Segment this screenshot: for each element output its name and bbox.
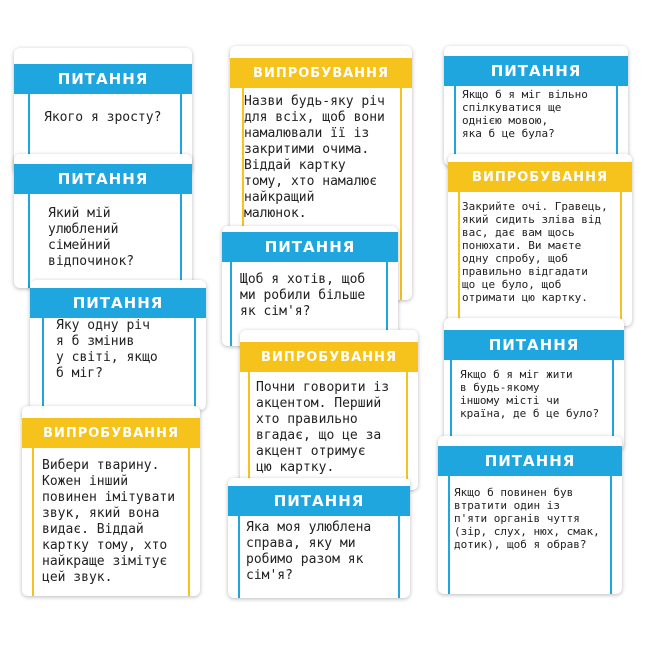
card-side-line (180, 194, 182, 288)
card-header: ПИТАННЯ (222, 232, 398, 262)
card-header: ПИТАННЯ (444, 56, 628, 86)
card-text: Який мій улюблений сімейний відпочинок? (48, 206, 135, 269)
question-card (30, 280, 206, 410)
card-side-line (448, 476, 450, 594)
card-side-line (400, 88, 402, 300)
question-card (444, 46, 628, 166)
question-card (438, 436, 622, 594)
question-card (222, 226, 398, 346)
question-card (228, 478, 410, 598)
card-header: ВИПРОБУВАННЯ (448, 162, 632, 192)
card-side-line (188, 448, 190, 596)
card-header: ПИТАННЯ (228, 486, 410, 516)
card-text: Назви будь-яку річ для всіх, щоб вони намалювали її із закритими очима. Віддай картку тому, хто намалює найкращий малюнок. (244, 94, 385, 221)
question-card (444, 318, 624, 450)
challenge-card (22, 406, 200, 596)
card-side-line (458, 192, 460, 326)
challenge-card (240, 330, 418, 490)
question-card (14, 154, 192, 288)
card-side-line (194, 318, 196, 410)
card-text: Почни говорити із акцентом. Перший хто правильно вгадає, що це за акцент отримує цю картку. (256, 380, 390, 475)
card-side-line (32, 448, 34, 596)
card-text: Якщо б повинен був втратити один із п'яти органів чуття (зір, слух, нюх, смак, дотик), щоб я обрав? (454, 486, 600, 551)
card-header: ПИТАННЯ (14, 64, 192, 94)
challenge-card (448, 154, 632, 326)
card-text: Якщо б я міг жити в будь-якому іншому місті чи країна, де б це було? (460, 368, 600, 420)
card-header: ПИТАННЯ (438, 446, 622, 476)
card-side-line (610, 476, 612, 594)
card-side-line (230, 262, 232, 346)
card-side-line (398, 516, 400, 598)
card-side-line (28, 194, 30, 288)
card-text: Закрийте очі. Гравець, який сидить зліва від вас, дає вам щось понюхати. Ви маєте одну спробу, щоб правильно відгадати що це було, щоб отримати цю картку. (462, 200, 608, 304)
card-text: Щоб я хотів, щоб ми робили більше як сім'я? (240, 272, 366, 319)
card-side-line (620, 192, 622, 326)
card-text: Яка моя улюблена справа, яку ми робимо разом як сім'я? (246, 520, 372, 583)
card-side-line (238, 516, 240, 598)
card-text: Якщо б я міг вільно спілкуватися ще однією мовою, яка б це була? (462, 88, 588, 140)
card-text: Яку одну річ я б змінив у світі, якщо б міг? (56, 318, 158, 381)
card-side-line (42, 318, 44, 410)
card-side-line (406, 372, 408, 490)
card-header: ВИПРОБУВАННЯ (240, 342, 418, 372)
card-header: ПИТАННЯ (444, 330, 624, 360)
card-text: Вибери тварину. Кожен інший повинен імітувати звук, який вона видає. Віддай картку тому, хто найкраще зімітує цей звук. (42, 458, 176, 585)
card-header: ВИПРОБУВАННЯ (22, 418, 200, 448)
card-side-line (248, 372, 250, 490)
card-header: ПИТАННЯ (30, 288, 206, 318)
card-header: ВИПРОБУВАННЯ (230, 58, 412, 88)
card-text: Якого я зросту? (44, 110, 162, 125)
card-header: ПИТАННЯ (14, 164, 192, 194)
